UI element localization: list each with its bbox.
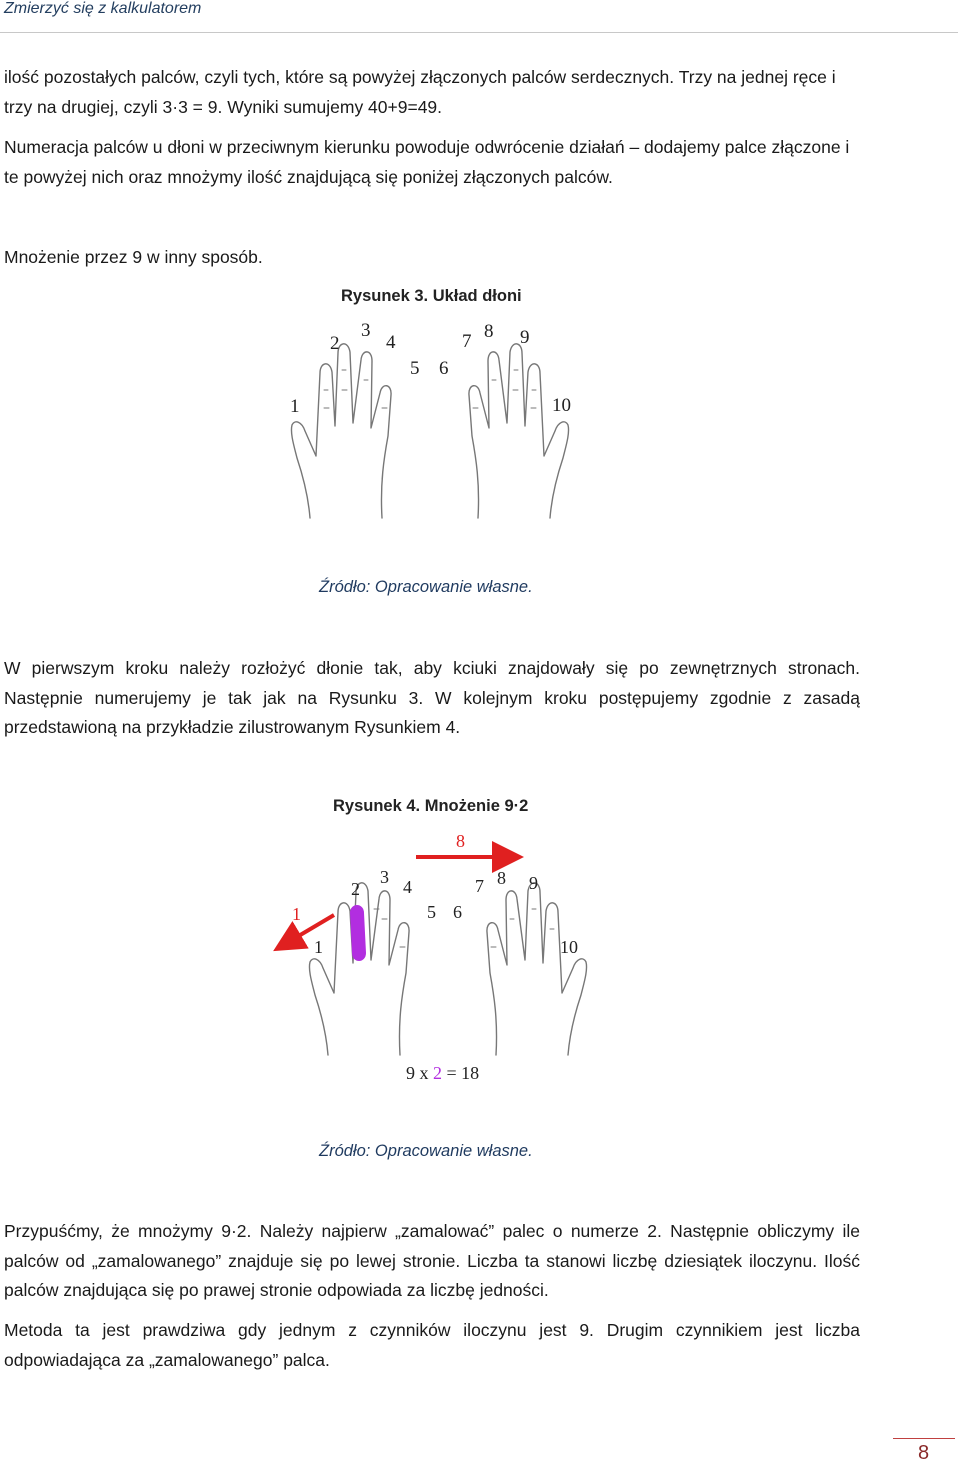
finger-label: 7 bbox=[475, 876, 484, 896]
finger-label: 9 bbox=[520, 327, 530, 348]
finger-label: 2 bbox=[351, 879, 360, 899]
finger-label: 1 bbox=[290, 396, 300, 417]
finger-label: 5 bbox=[410, 358, 420, 379]
finger-label: 5 bbox=[427, 902, 436, 922]
figure-3-hands bbox=[280, 318, 580, 528]
paragraph-1: ilość pozostałych palców, czyli tych, które są powyżej złączonych palców serdecznych. Trzy na jednej ręce i trzy na drugiej, czyli 3·3 = 9. Wyniki sumujemy 40+9=49. bbox=[4, 67, 836, 117]
figure-3-caption: Rysunek 3. Układ dłoni bbox=[341, 287, 522, 305]
left-arrow-label: 1 bbox=[292, 904, 301, 924]
figure-4-source: Źródło: Opracowanie własne. bbox=[319, 1142, 533, 1160]
paragraph-4: W pierwszym kroku należy rozłożyć dłonie tak, aby kciuki znajdowały się po zewnętrznych stronach. Następnie numerujemy je tak jak na Rysunku 3. W kolejnym kroku postępujemy zgodnie z zasadą przedstawioną na przykładzie zilustrowanym Rysunkiem 4. bbox=[4, 658, 860, 737]
finger-label: 8 bbox=[497, 868, 506, 888]
finger-label: 3 bbox=[361, 320, 371, 341]
finger-label: 10 bbox=[552, 395, 571, 416]
finger-label: 4 bbox=[403, 877, 412, 897]
finger-label: 2 bbox=[330, 333, 340, 354]
figure-4-hands bbox=[266, 825, 596, 1085]
running-header: Zmierzyć się z kalkulatorem bbox=[4, 0, 202, 17]
equation-factor: 2 bbox=[433, 1063, 442, 1083]
figure-3-source: Źródło: Opracowanie własne. bbox=[319, 578, 533, 596]
finger-label: 7 bbox=[462, 331, 472, 352]
page-number: 8 bbox=[918, 1442, 930, 1464]
right-arrow-label: 8 bbox=[456, 831, 465, 851]
equation-right: = 18 bbox=[442, 1063, 480, 1083]
page-number-divider bbox=[893, 1438, 955, 1439]
finger-label: 9 bbox=[529, 873, 538, 893]
figure-4-caption: Rysunek 4. Mnożenie 9·2 bbox=[333, 797, 529, 815]
finger-label: 3 bbox=[380, 867, 389, 887]
right-hand bbox=[487, 883, 587, 1055]
finger-label: 4 bbox=[386, 332, 396, 353]
paragraph-6: Metoda ta jest prawdziwa gdy jednym z czynników iloczynu jest 9. Drugim czynnikiem jest liczba odpowiadająca za „zamalowanego” palca. bbox=[4, 1320, 860, 1370]
left-arrow bbox=[280, 904, 334, 947]
left-hand bbox=[291, 344, 391, 518]
finger-label: 6 bbox=[439, 358, 449, 379]
paragraph-3: Mnożenie przez 9 w inny sposób. bbox=[4, 247, 263, 267]
right-arrow bbox=[416, 831, 516, 857]
equation-left: 9 x bbox=[406, 1063, 433, 1083]
header-divider bbox=[0, 32, 958, 33]
finger-label: 8 bbox=[484, 321, 494, 342]
paragraph-5: Przypuśćmy, że mnożymy 9·2. Należy najpierw „zamalować” palec o numerze 2. Następnie obliczymy ile palców od „zamalowanego” znajduje się po lewej stronie. Liczba ta stanowi liczbę dziesiątek iloczynu. Ilość palców znajdująca się po prawej stronie odpowiada za liczbę jedności. bbox=[4, 1221, 860, 1300]
finger-label: 6 bbox=[453, 902, 462, 922]
paragraph-2: Numeracja palców u dłoni w przeciwnym kierunku powoduje odwrócenie działań – dodajemy palce złączone i te powyżej nich oraz mnożymy ilość znajdującą się poniżej złączonych palców. bbox=[4, 137, 850, 187]
finger-label: 10 bbox=[560, 937, 578, 957]
right-hand bbox=[469, 344, 569, 518]
painted-finger bbox=[352, 907, 364, 959]
finger-label: 1 bbox=[314, 937, 323, 957]
multiplication-equation bbox=[406, 1063, 479, 1083]
